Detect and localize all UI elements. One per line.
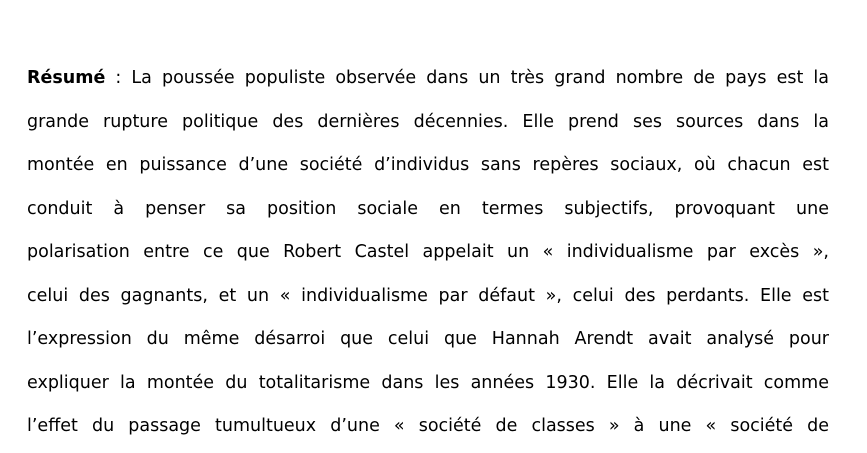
paragraph-line-3: montée en puissance d’une société d’individus sans repères sociaux, où chacun est [27, 155, 829, 175]
paragraph-line-1-text: : La poussée populiste observée dans un très grand nombre de pays est la [105, 68, 829, 88]
paragraph-line-4: conduit à penser sa position sociale en termes subjectifs, provoquant une [27, 198, 829, 219]
paragraph-line-9: l’effet du passage tumultueux d’une « société de classes » à une « société de [27, 416, 829, 436]
summary-paragraph [27, 61, 829, 453]
paragraph-line-2: grande rupture politique des dernières décennies. Elle prend ses sources dans la [27, 111, 829, 132]
paragraph-line-5: polarisation entre ce que Robert Castel appelait un « individualisme par excès », [27, 242, 829, 262]
summary-label: Résumé [27, 68, 106, 88]
paragraph-line-6: celui des gagnants, et un « individualisme par défaut », celui des perdants. Elle est [27, 285, 829, 306]
paragraph-line-8: expliquer la montée du totalitarisme dans les années 1930. Elle la décrivait comme [27, 372, 829, 393]
paragraph-line-7: l’expression du même désarroi que celui que Hannah Arendt avait analysé pour [27, 329, 829, 349]
paragraph-line-1 [27, 61, 829, 105]
